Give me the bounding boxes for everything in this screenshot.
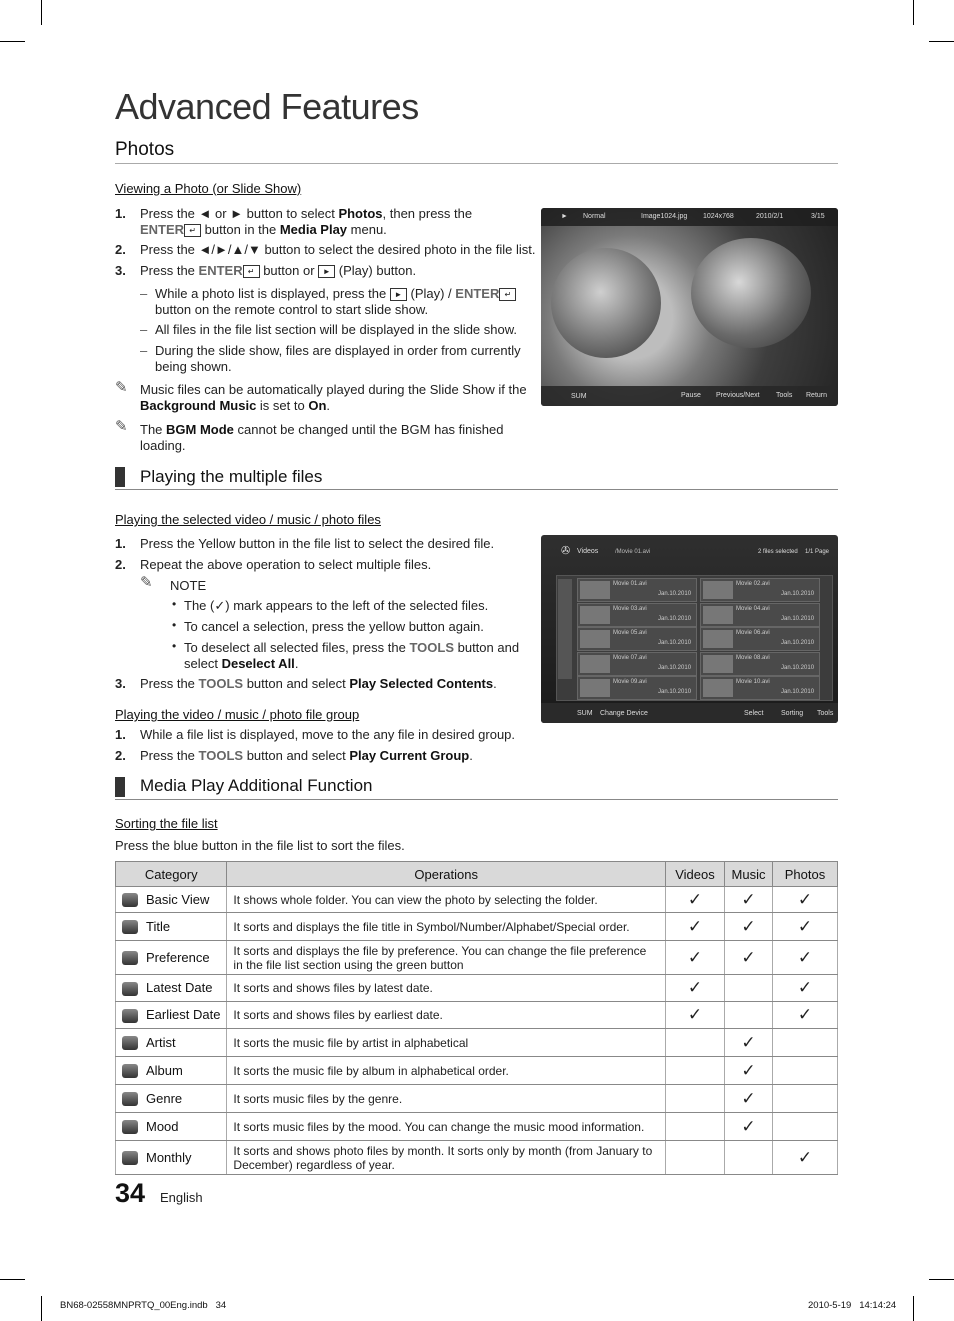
video-thumbnail [580,679,610,697]
section-title-multiple: Playing the multiple files [140,467,323,486]
videos-check [666,1029,725,1057]
crop-mark [0,1279,25,1280]
footer-timestamp: 2010-5-19 14:14:24 [808,1300,897,1311]
step-2 [115,557,535,573]
note-emph: On [308,398,327,413]
video-file-name: Movie 10.avi [736,679,770,685]
bullet-marker: • [172,618,177,632]
dash-text: During the slide show, files are displayed in order from currently [155,343,521,358]
section-title-photos: Photos [115,139,175,160]
category-label: Mood [146,1118,179,1134]
sort-sidebar [558,579,572,679]
video-thumbnail [703,606,733,624]
category-icon [122,951,138,965]
step-3 [115,676,535,692]
music-check: ✓ [725,887,773,913]
music-check: ✓ [725,1057,773,1085]
selection-count: 2 files selected [758,549,798,555]
category-icon [122,1092,138,1106]
device-name: SUM [571,393,587,400]
enter-icon: ↵ [499,288,516,301]
resolution: 1024x768 [703,213,734,220]
video-file-date: Jan.10.2010 [658,689,692,695]
video-thumbnail [580,606,610,624]
video-file-date: Jan.10.2010 [658,615,692,622]
dash-text: (Play) / [410,286,456,301]
sorting-table [115,861,838,1175]
photos-check [773,1029,838,1057]
step-text: button and select [243,676,350,691]
step-number: 2. [115,748,126,763]
return-control[interactable]: Return [806,392,828,399]
subheading-file-group: Playing the video / music / photo file group [115,707,360,722]
videos-check [666,1141,725,1175]
apple-image [551,248,661,358]
step-text: Press the [140,263,199,278]
operation-cell: It sorts and shows photo files by month. It sorts only by month (from January to December) regardless of year. [227,1141,666,1175]
video-thumbnail [703,679,733,697]
note-text: is set to [256,398,309,413]
videos-check: ✓ [666,913,725,941]
apple-image [691,238,811,348]
bullet-text: select [184,656,222,671]
video-thumbnail [703,630,733,648]
video-file-item[interactable] [700,627,820,651]
category-label: Latest Date [146,980,213,996]
note-text: . [326,398,331,413]
table-row [116,887,838,913]
video-thumbnail [580,630,610,648]
step-number: 1. [115,536,126,551]
videos-check: ✓ [666,941,725,975]
table-row [116,1141,838,1175]
photo-control-bar [541,386,838,406]
video-file-name: Movie 01.avi [613,581,647,587]
crop-mark [929,1279,954,1280]
bullet-text: To deselect all selected files, press the [184,640,410,655]
operation-cell: It sorts and displays the file by preference. You can change the file preference in the file list section using the green button [227,941,666,975]
category-icon [122,1064,138,1078]
dash-marker: – [140,322,148,337]
video-file-name: Movie 07.avi [613,654,647,661]
step-2 [115,242,545,258]
step-text: Press the ◄ or ► button to select [140,206,339,221]
photos-check: ✓ [773,941,838,975]
step-emph: Play Current Group [349,748,470,763]
column-header: Videos [666,862,725,887]
table-row [116,1029,838,1057]
sorting-description: Press the blue button in the file list to sort the files. [115,838,405,853]
music-check: ✓ [725,913,773,941]
photos-check: ✓ [773,887,838,913]
photos-check: ✓ [773,975,838,1002]
step-text: button and select [243,748,350,763]
bullet-text: button and [454,640,520,655]
video-file-item[interactable] [700,603,820,627]
category-cell [116,1057,227,1085]
divider [115,489,838,490]
video-thumbnail [703,581,733,599]
step-text: (Play) button. [338,263,417,278]
table-row [116,975,838,1002]
tools-label: TOOLS [198,748,244,763]
tools-control[interactable]: Tools [776,392,793,399]
bullet-text: ) mark appears to the left of the selected files. [225,598,489,613]
video-file-name: Movie 02.avi [736,581,770,587]
section-title-additional: Media Play Additional Function [140,776,373,795]
column-header: Operations [227,862,666,887]
category-cell [116,1002,227,1029]
music-check: ✓ [725,1085,773,1113]
step-text: Press the ◄/►/▲/▼ button to select the desired photo in the file list. [140,242,536,257]
file-name: Image1024.jpg [641,213,688,220]
photo-slideshow-screenshot [541,208,838,406]
dash-marker: – [140,343,148,358]
footer-file-name: BN68-02558MNPRTQ_00Eng.indb 34 [60,1300,227,1311]
step-3 [115,263,535,279]
step-number: 3. [115,676,126,691]
tools-label: TOOLS [409,640,454,655]
operation-cell: It sorts the music file by album in alphabetical order. [227,1057,666,1085]
step-text: Press the Yellow button in the file list to select the desired file. [140,536,495,551]
pencil-note-icon: ✎ [140,574,153,591]
video-file-name: Movie 05.avi [613,630,647,636]
step-text: . [469,748,473,763]
step-emph: Photos [338,206,383,221]
step-number: 1. [115,727,126,742]
section-bar [115,777,125,797]
table-row [116,941,838,975]
file-path: /Movie 01.avi [615,549,651,555]
video-file-item[interactable] [700,652,820,676]
subheading-viewing: Viewing a Photo (or Slide Show) [115,181,302,196]
section-bar [115,467,125,487]
crop-mark [913,1296,914,1321]
previous-next-control[interactable]: Previous/Next [716,392,760,399]
step-text: , then press the [382,206,473,221]
step-number: 2. [115,557,126,572]
operation-cell: It shows whole folder. You can view the photo by selecting the folder. [227,887,666,913]
category-cell [116,975,227,1002]
photos-check: ✓ [773,1141,838,1175]
step-number: 1. [115,206,126,221]
video-file-item[interactable] [577,603,697,627]
step-emph: Media Play [279,222,348,237]
video-file-name: Movie 09.avi [613,679,647,685]
dash-item [155,286,535,318]
videos-check [666,1113,725,1141]
video-file-date: Jan.10.2010 [658,591,692,597]
category-label: Monthly [146,1149,192,1165]
dash-item: All files in the file list section will be displayed in the slide show. [155,322,518,337]
note-label: NOTE [170,578,207,593]
category-cell [116,1141,227,1175]
tools-label: TOOLS [198,676,244,691]
operation-cell: It sorts music files by the mood. You can change the music mood information. [227,1113,666,1141]
step-text: While a file list is displayed, move to the any file in desired group. [140,727,516,742]
photo-count: 3/15 [811,213,825,220]
video-file-date: Jan.10.2010 [781,640,815,646]
category-icon [122,920,138,934]
table-row [116,1057,838,1085]
video-thumbnail [580,581,610,599]
video-file-name: Movie 03.avi [613,605,647,612]
step-1 [115,536,535,552]
pause-control[interactable]: Pause [681,392,701,399]
music-check [725,1002,773,1029]
note-item [140,382,540,414]
step-text: . [493,676,497,691]
bullet-marker: • [172,597,177,611]
step-2 [115,748,545,764]
bullet-item [184,598,534,614]
table-header-row [116,862,838,887]
category-label: Genre [146,1090,183,1106]
step-1 [115,206,535,238]
category-cell [116,887,227,913]
enter-label: ENTER [140,222,185,237]
operation-cell: It sorts the music file by artist in alphabetical [227,1029,666,1057]
video-file-item[interactable] [577,676,697,700]
crop-mark [0,41,25,42]
note-emph: Background Music [140,398,257,413]
video-list-screenshot [541,535,838,723]
music-check: ✓ [725,1113,773,1141]
note-text: loading. [140,438,186,453]
dash-text: While a photo list is displayed, press the [155,286,387,301]
step-text: menu. [347,222,387,237]
category-icon [122,1009,138,1023]
device-name: SUM [577,710,593,717]
video-file-name: Movie 04.avi [736,605,770,612]
play-icon: ► [318,265,335,278]
step-number: 3. [115,263,126,278]
sorting-control[interactable]: Sorting [781,710,804,717]
page-title: Advanced Features [115,86,419,127]
table-row [116,1113,838,1141]
category-label: Basic View [146,891,210,907]
video-file-item[interactable] [700,578,820,602]
crop-mark [41,0,42,25]
video-file-item[interactable] [577,627,697,651]
column-header: Category [116,862,227,887]
table-row [116,1002,838,1029]
step-text: button or [259,263,315,278]
video-file-date: Jan.10.2010 [658,664,692,671]
pencil-note-icon: ✎ [115,379,128,396]
bullet-text: The ( [184,598,215,613]
play-mode-icon: ► [561,213,568,220]
category-icon [122,982,138,996]
operation-cell: It sorts and shows files by earliest date. [227,1002,666,1029]
photos-check: ✓ [773,913,838,941]
photos-check [773,1057,838,1085]
enter-icon: ↵ [243,265,260,278]
operation-cell: It sorts and shows files by latest date. [227,975,666,1002]
video-file-date: Jan.10.2010 [781,591,815,597]
music-check [725,975,773,1002]
category-label: Album [146,1062,183,1078]
video-file-date: Jan.10.2010 [781,615,815,622]
bullet-item [184,640,534,672]
divider [115,163,838,164]
crop-mark [913,0,914,25]
videos-check [666,1057,725,1085]
step-1 [115,727,545,743]
column-header: Music [725,862,773,887]
change-device-control[interactable]: Change Device [600,710,648,717]
dash-item [155,343,535,375]
pencil-note-icon: ✎ [115,418,128,435]
select-control[interactable]: Select [744,710,764,717]
video-file-date: Jan.10.2010 [781,689,815,695]
divider [115,799,838,800]
note-item [140,422,540,454]
music-check: ✓ [725,941,773,975]
video-file-date: Jan.10.2010 [781,664,815,671]
music-check [725,1141,773,1175]
crop-mark [929,41,954,42]
operation-cell: It sorts and displays the file title in Symbol/Number/Alphabet/Special order. [227,913,666,941]
note-text: Music files can be automatically played during the Slide Show if the [140,382,527,397]
subheading-selected-files: Playing the selected video / music / photo files [115,512,381,527]
enter-label: ENTER [198,263,243,278]
enter-label: ENTER [455,286,500,301]
table-row [116,913,838,941]
dash-text: button on the remote control to start slide show. [155,302,429,317]
video-file-name: Movie 08.avi [736,654,770,661]
category-label: Title [146,918,171,934]
video-file-item[interactable] [577,652,697,676]
videos-check: ✓ [666,975,725,1002]
category-cell [116,1085,227,1113]
dash-marker: – [140,286,148,301]
bullet-emph: Deselect All [221,656,295,671]
bullet-text: . [294,656,299,671]
photos-check [773,1113,838,1141]
video-file-item[interactable] [577,578,697,602]
step-emph: Play Selected Contents [349,676,494,691]
step-text: button in the [201,222,280,237]
photos-check [773,1085,838,1113]
screen-title: Videos [577,548,599,555]
category-cell [116,913,227,941]
videos-icon: ✇ [561,545,571,557]
videos-check: ✓ [666,887,725,913]
column-header: Photos [773,862,838,887]
video-thumbnail [580,655,610,673]
note-text: cannot be changed until the BGM has finished [233,422,504,437]
music-check: ✓ [725,1029,773,1057]
page-indicator: 1/1 Page [805,549,830,555]
category-cell [116,1113,227,1141]
category-icon [122,1036,138,1050]
bullet-marker: • [172,639,177,653]
videos-check [666,1085,725,1113]
step-text: Press the [140,676,199,691]
photo-info-bar [541,208,838,226]
subheading-sorting: Sorting the file list [115,816,218,831]
videos-check: ✓ [666,1002,725,1029]
tools-control[interactable]: Tools [817,710,834,717]
check-icon: ✓ [214,598,226,613]
enter-icon: ↵ [184,224,201,237]
category-icon [122,893,138,907]
video-thumbnail [703,655,733,673]
video-file-name: Movie 06.avi [736,630,770,636]
play-mode: Normal [583,213,606,220]
photos-check: ✓ [773,1002,838,1029]
note-text: The [140,422,167,437]
play-icon: ► [390,288,407,301]
table-row [116,1085,838,1113]
step-text: Press the [140,748,199,763]
step-number: 2. [115,242,126,257]
bullet-item: To cancel a selection, press the yellow button again. [184,619,484,634]
category-label: Preference [146,949,210,965]
dash-text: being shown. [155,359,232,374]
video-control-bar [541,703,838,723]
category-label: Artist [146,1034,176,1050]
category-icon [122,1120,138,1134]
step-text: Repeat the above operation to select multiple files. [140,557,432,572]
crop-mark [41,1296,42,1321]
page-language: English [160,1190,203,1205]
page-number: 34 [115,1178,146,1208]
video-file-date: Jan.10.2010 [658,640,692,646]
photo-date: 2010/2/1 [756,213,784,220]
category-cell [116,1029,227,1057]
category-icon [122,1151,138,1165]
video-file-item[interactable] [700,676,820,700]
category-cell [116,941,227,975]
operation-cell: It sorts music files by the genre. [227,1085,666,1113]
category-label: Earliest Date [146,1007,221,1023]
note-emph: BGM Mode [166,422,234,437]
